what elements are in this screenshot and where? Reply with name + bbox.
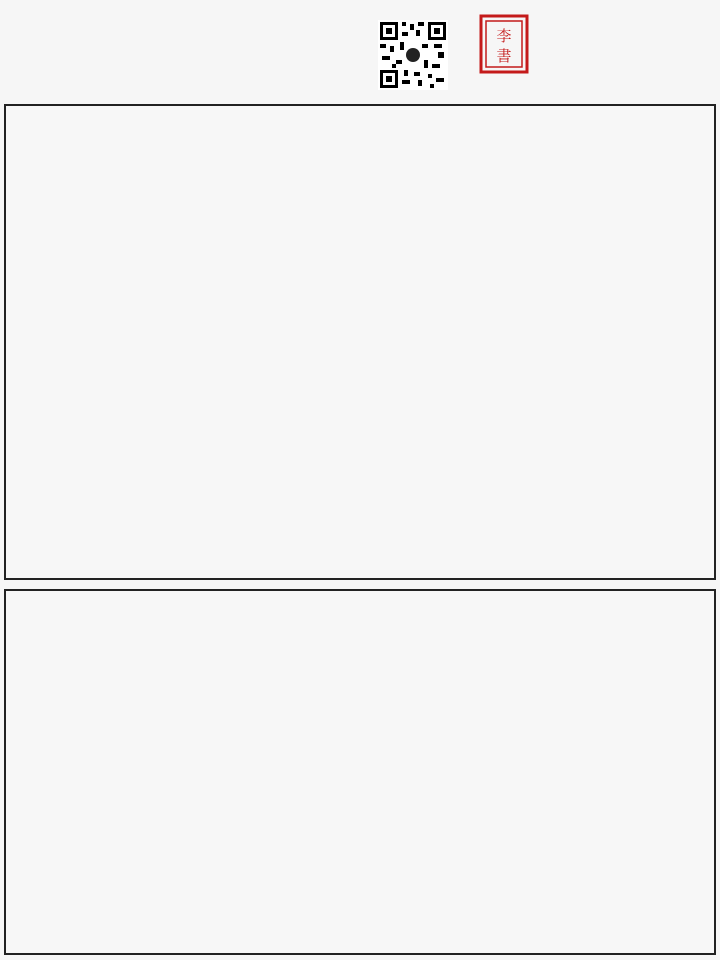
annual-table — [4, 589, 716, 955]
gender-line — [11, 29, 17, 47]
svg-text:書: 書 — [496, 47, 512, 65]
header — [0, 0, 720, 100]
qr-code-icon — [378, 20, 448, 90]
red-seal-stamp — [479, 14, 529, 74]
pillar-grid — [4, 104, 716, 580]
seal-icon — [479, 14, 529, 74]
svg-text:李: 李 — [496, 27, 512, 45]
